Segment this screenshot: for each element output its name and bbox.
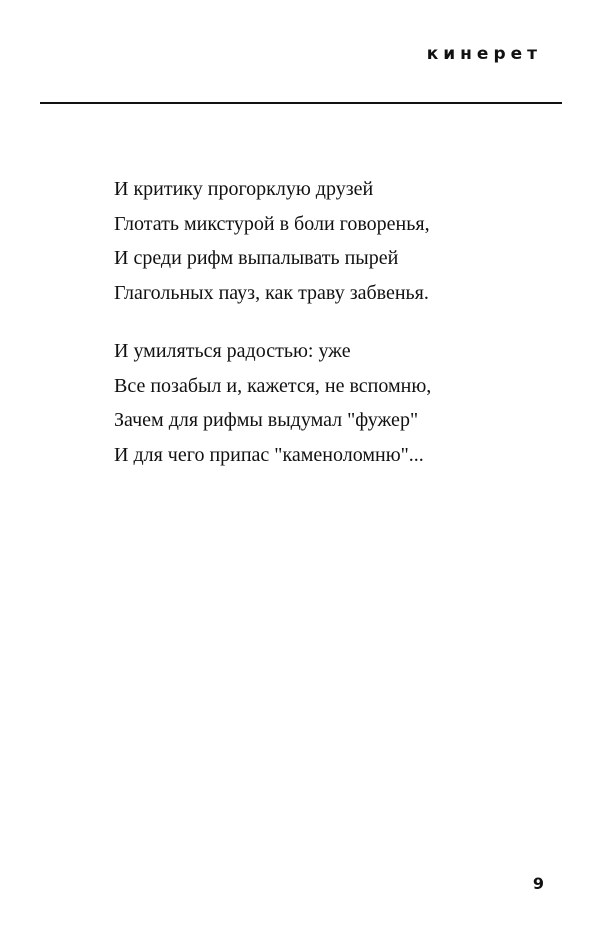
poem	[114, 172, 431, 472]
poem-line: И умиляться радостью: уже	[114, 340, 351, 362]
poem-line: Глотать микстурой в боли говоренья,	[114, 212, 430, 235]
poem-line: И среди рифм выпалывать пырей	[114, 247, 399, 269]
header-rule	[40, 102, 562, 104]
stanza	[114, 172, 431, 310]
running-header-title: кинерет	[426, 44, 542, 64]
stanza	[114, 334, 431, 472]
page-number: 9	[532, 874, 544, 893]
poem-line: Глагольных пауз, как траву забвенья.	[114, 281, 429, 304]
poem-line: И критику прогорклую друзей	[114, 178, 374, 200]
poem-line: И для чего припас "каменоломню"...	[114, 443, 424, 466]
poem-line: Зачем для рифмы выдумал "фужер"	[114, 409, 419, 431]
poem-line: Все позабыл и, кажется, не вспомню,	[114, 374, 432, 397]
